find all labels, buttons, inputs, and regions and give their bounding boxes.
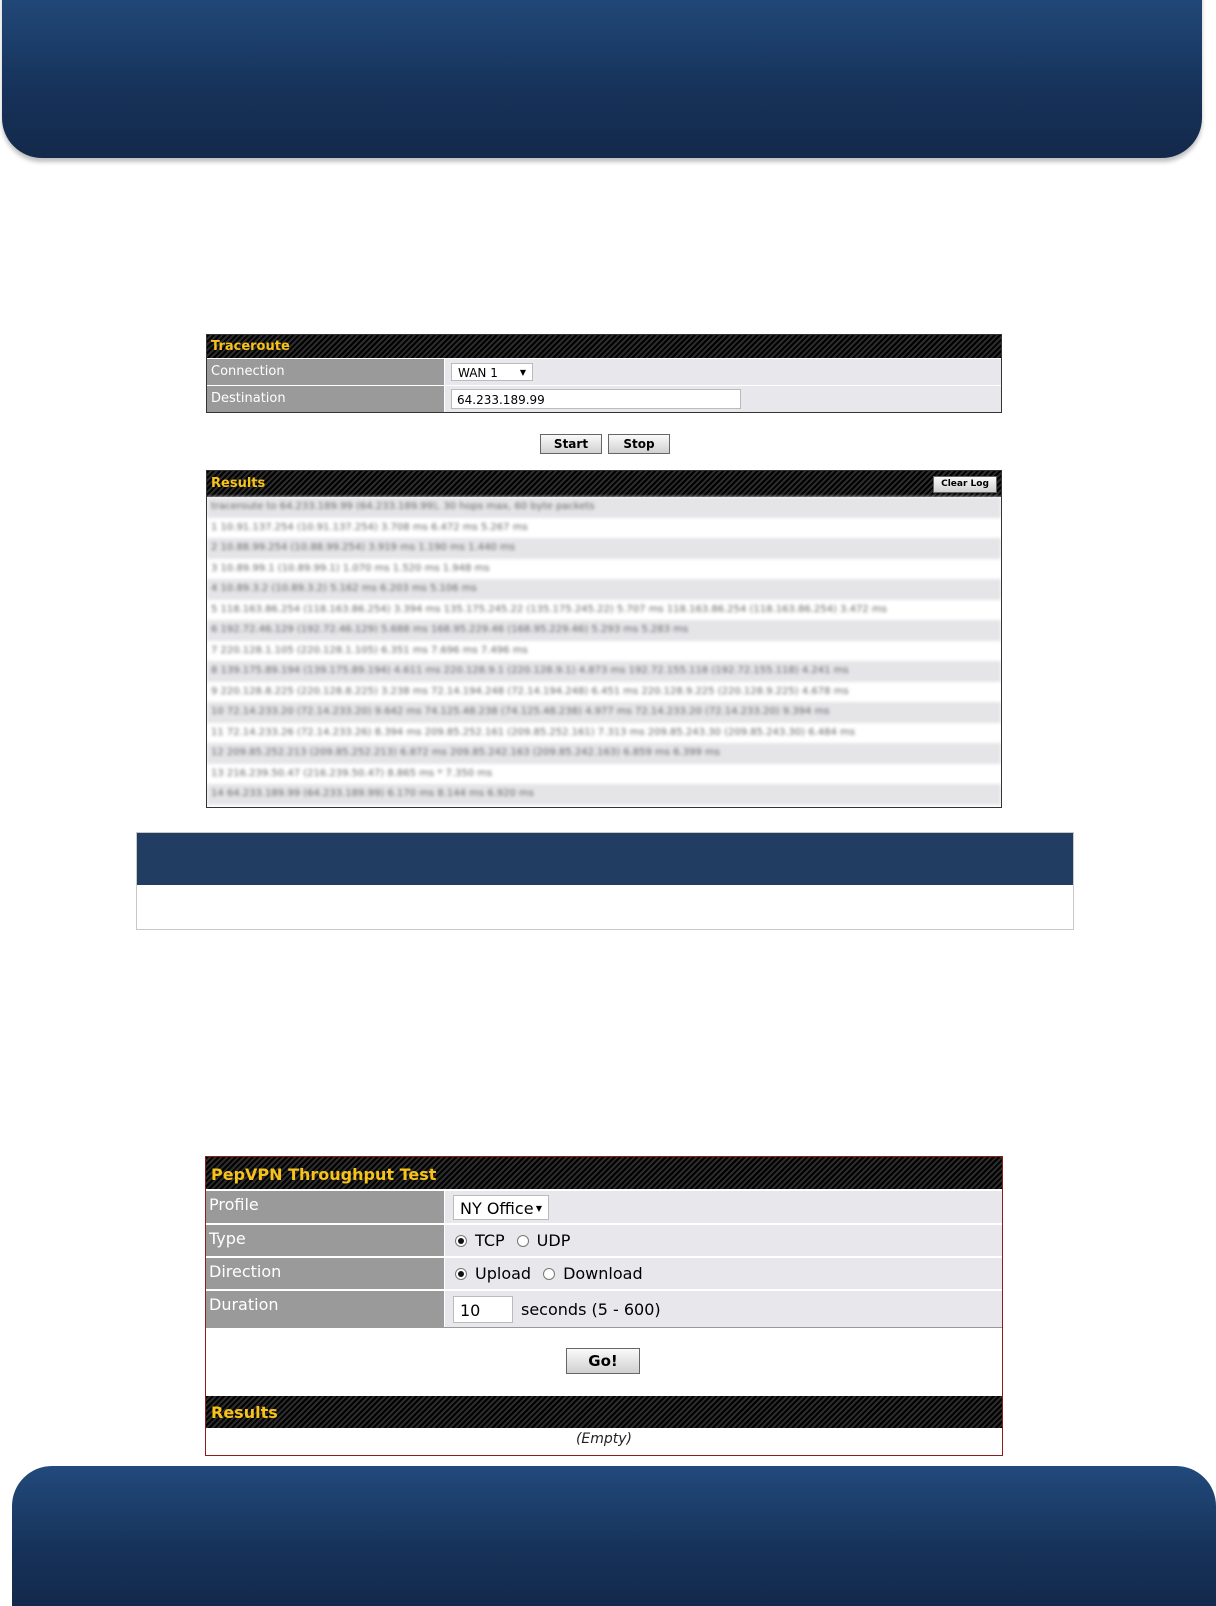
log-line: 13 216.239.50.47 (216.239.50.47) 8.865 ms * 7.350 ms [211, 767, 493, 779]
traceroute-log [207, 497, 1001, 805]
destination-label: Destination [207, 386, 445, 412]
upload-label: Upload [475, 1264, 532, 1283]
log-line: 11 72.14.233.26 (72.14.233.26) 8.394 ms 209.85.252.161 (209.85.252.161) 7.313 ms 209.85.243.30 (209.85.243.30) 6.484 ms [211, 726, 855, 738]
section-divider-box [136, 832, 1074, 930]
connection-row [207, 358, 1001, 385]
duration-row [206, 1289, 1002, 1327]
tcp-label: TCP [475, 1231, 505, 1250]
connection-select[interactable] [451, 363, 533, 381]
direction-label: Direction [206, 1258, 445, 1289]
start-button[interactable]: Start [540, 434, 602, 454]
traceroute-title: Traceroute [207, 335, 1001, 358]
destination-row [207, 385, 1001, 412]
log-line: 6 192.72.46.129 (192.72.46.129) 5.688 ms 168.95.229.46 (168.95.229.46) 5.293 ms 5.283 ms [207, 620, 1001, 641]
log-line: 14 64.233.189.99 (64.233.189.99) 6.170 ms 8.144 ms 6.920 ms [207, 784, 1001, 805]
log-line: 9 220.128.8.225 (220.128.8.225) 3.238 ms 72.14.194.248 (72.14.194.248) 6.451 ms 220.128.9.225 (220.128.9.225) 4.678 ms [211, 685, 849, 697]
log-line: traceroute to 64.233.189.99 (64.233.189.99), 30 hops max, 60 byte packets [207, 497, 1001, 518]
pepvpn-panel [205, 1156, 1003, 1456]
download-label: Download [563, 1264, 643, 1283]
log-line: 8 139.175.89.194 (139.175.89.194) 4.611 ms 220.128.9.1 (220.128.9.1) 4.873 ms 192.72.155.118 (192.72.155.118) 4.241 ms [207, 661, 1001, 682]
log-line: 7 220.128.1.105 (220.128.1.105) 6.351 ms 7.696 ms 7.496 ms [211, 644, 528, 656]
duration-input[interactable]: 10 [453, 1296, 513, 1323]
tcp-radio[interactable] [455, 1235, 467, 1247]
udp-label: UDP [536, 1231, 571, 1250]
duration-hint: seconds (5 - 600) [521, 1299, 661, 1319]
chevron-down-icon: ▼ [535, 1203, 542, 1213]
header-banner [2, 0, 1202, 158]
log-line: 4 10.89.3.2 (10.89.3.2) 5.162 ms 6.203 ms 5.106 ms [207, 579, 1001, 600]
log-line: 10 72.14.233.20 (72.14.233.20) 9.642 ms 74.125.48.238 (74.125.48.238) 4.977 ms 72.14.233.20 (72.14.233.20) 9.394 ms [207, 702, 1001, 723]
log-line: 2 10.88.99.254 (10.88.99.254) 3.919 ms 1.190 ms 1.440 ms [207, 538, 1001, 559]
go-button[interactable]: Go! [566, 1348, 640, 1374]
stop-button[interactable]: Stop [608, 434, 670, 454]
destination-input[interactable]: 64.233.189.99 [451, 389, 741, 409]
log-line: 3 10.89.99.1 (10.89.99.1) 1.070 ms 1.520 ms 1.948 ms [211, 562, 490, 574]
connection-value: WAN 1 [458, 366, 498, 380]
results-title: Results [211, 476, 266, 491]
footer-banner [12, 1466, 1216, 1606]
connection-label: Connection [207, 359, 445, 385]
clear-log-button[interactable]: Clear Log [933, 476, 997, 493]
profile-select[interactable] [453, 1195, 549, 1220]
pepvpn-title: PepVPN Throughput Test [206, 1157, 1002, 1189]
profile-row [206, 1189, 1002, 1223]
profile-value: NY Office [460, 1198, 534, 1218]
direction-row [206, 1256, 1002, 1289]
traceroute-results-panel [206, 470, 1002, 808]
traceroute-results-title [207, 471, 1001, 497]
log-line: 1 10.91.137.254 (10.91.137.254) 3.708 ms 6.472 ms 5.267 ms [211, 521, 528, 533]
udp-radio[interactable] [517, 1235, 529, 1247]
type-row [206, 1223, 1002, 1256]
log-line: 12 209.85.252.213 (209.85.252.213) 6.872 ms 209.85.242.163 (209.85.242.163) 6.859 ms 6.399 ms [207, 743, 1001, 764]
log-line: 5 118.163.86.254 (118.163.86.254) 3.394 ms 135.175.245.22 (135.175.245.22) 5.707 ms 118.163.86.254 (118.163.86.254) 3.472 ms [211, 603, 887, 615]
profile-label: Profile [206, 1191, 445, 1223]
chevron-down-icon: ▼ [519, 368, 526, 377]
pepvpn-results-title: Results [206, 1396, 1002, 1428]
duration-label: Duration [206, 1291, 445, 1327]
section-divider-bar [137, 833, 1073, 885]
type-label: Type [206, 1225, 445, 1256]
traceroute-panel [206, 334, 1002, 413]
download-radio[interactable] [543, 1268, 555, 1280]
go-area [206, 1327, 1002, 1396]
pepvpn-results-empty: (Empty) [575, 1431, 633, 1447]
upload-radio[interactable] [455, 1268, 467, 1280]
